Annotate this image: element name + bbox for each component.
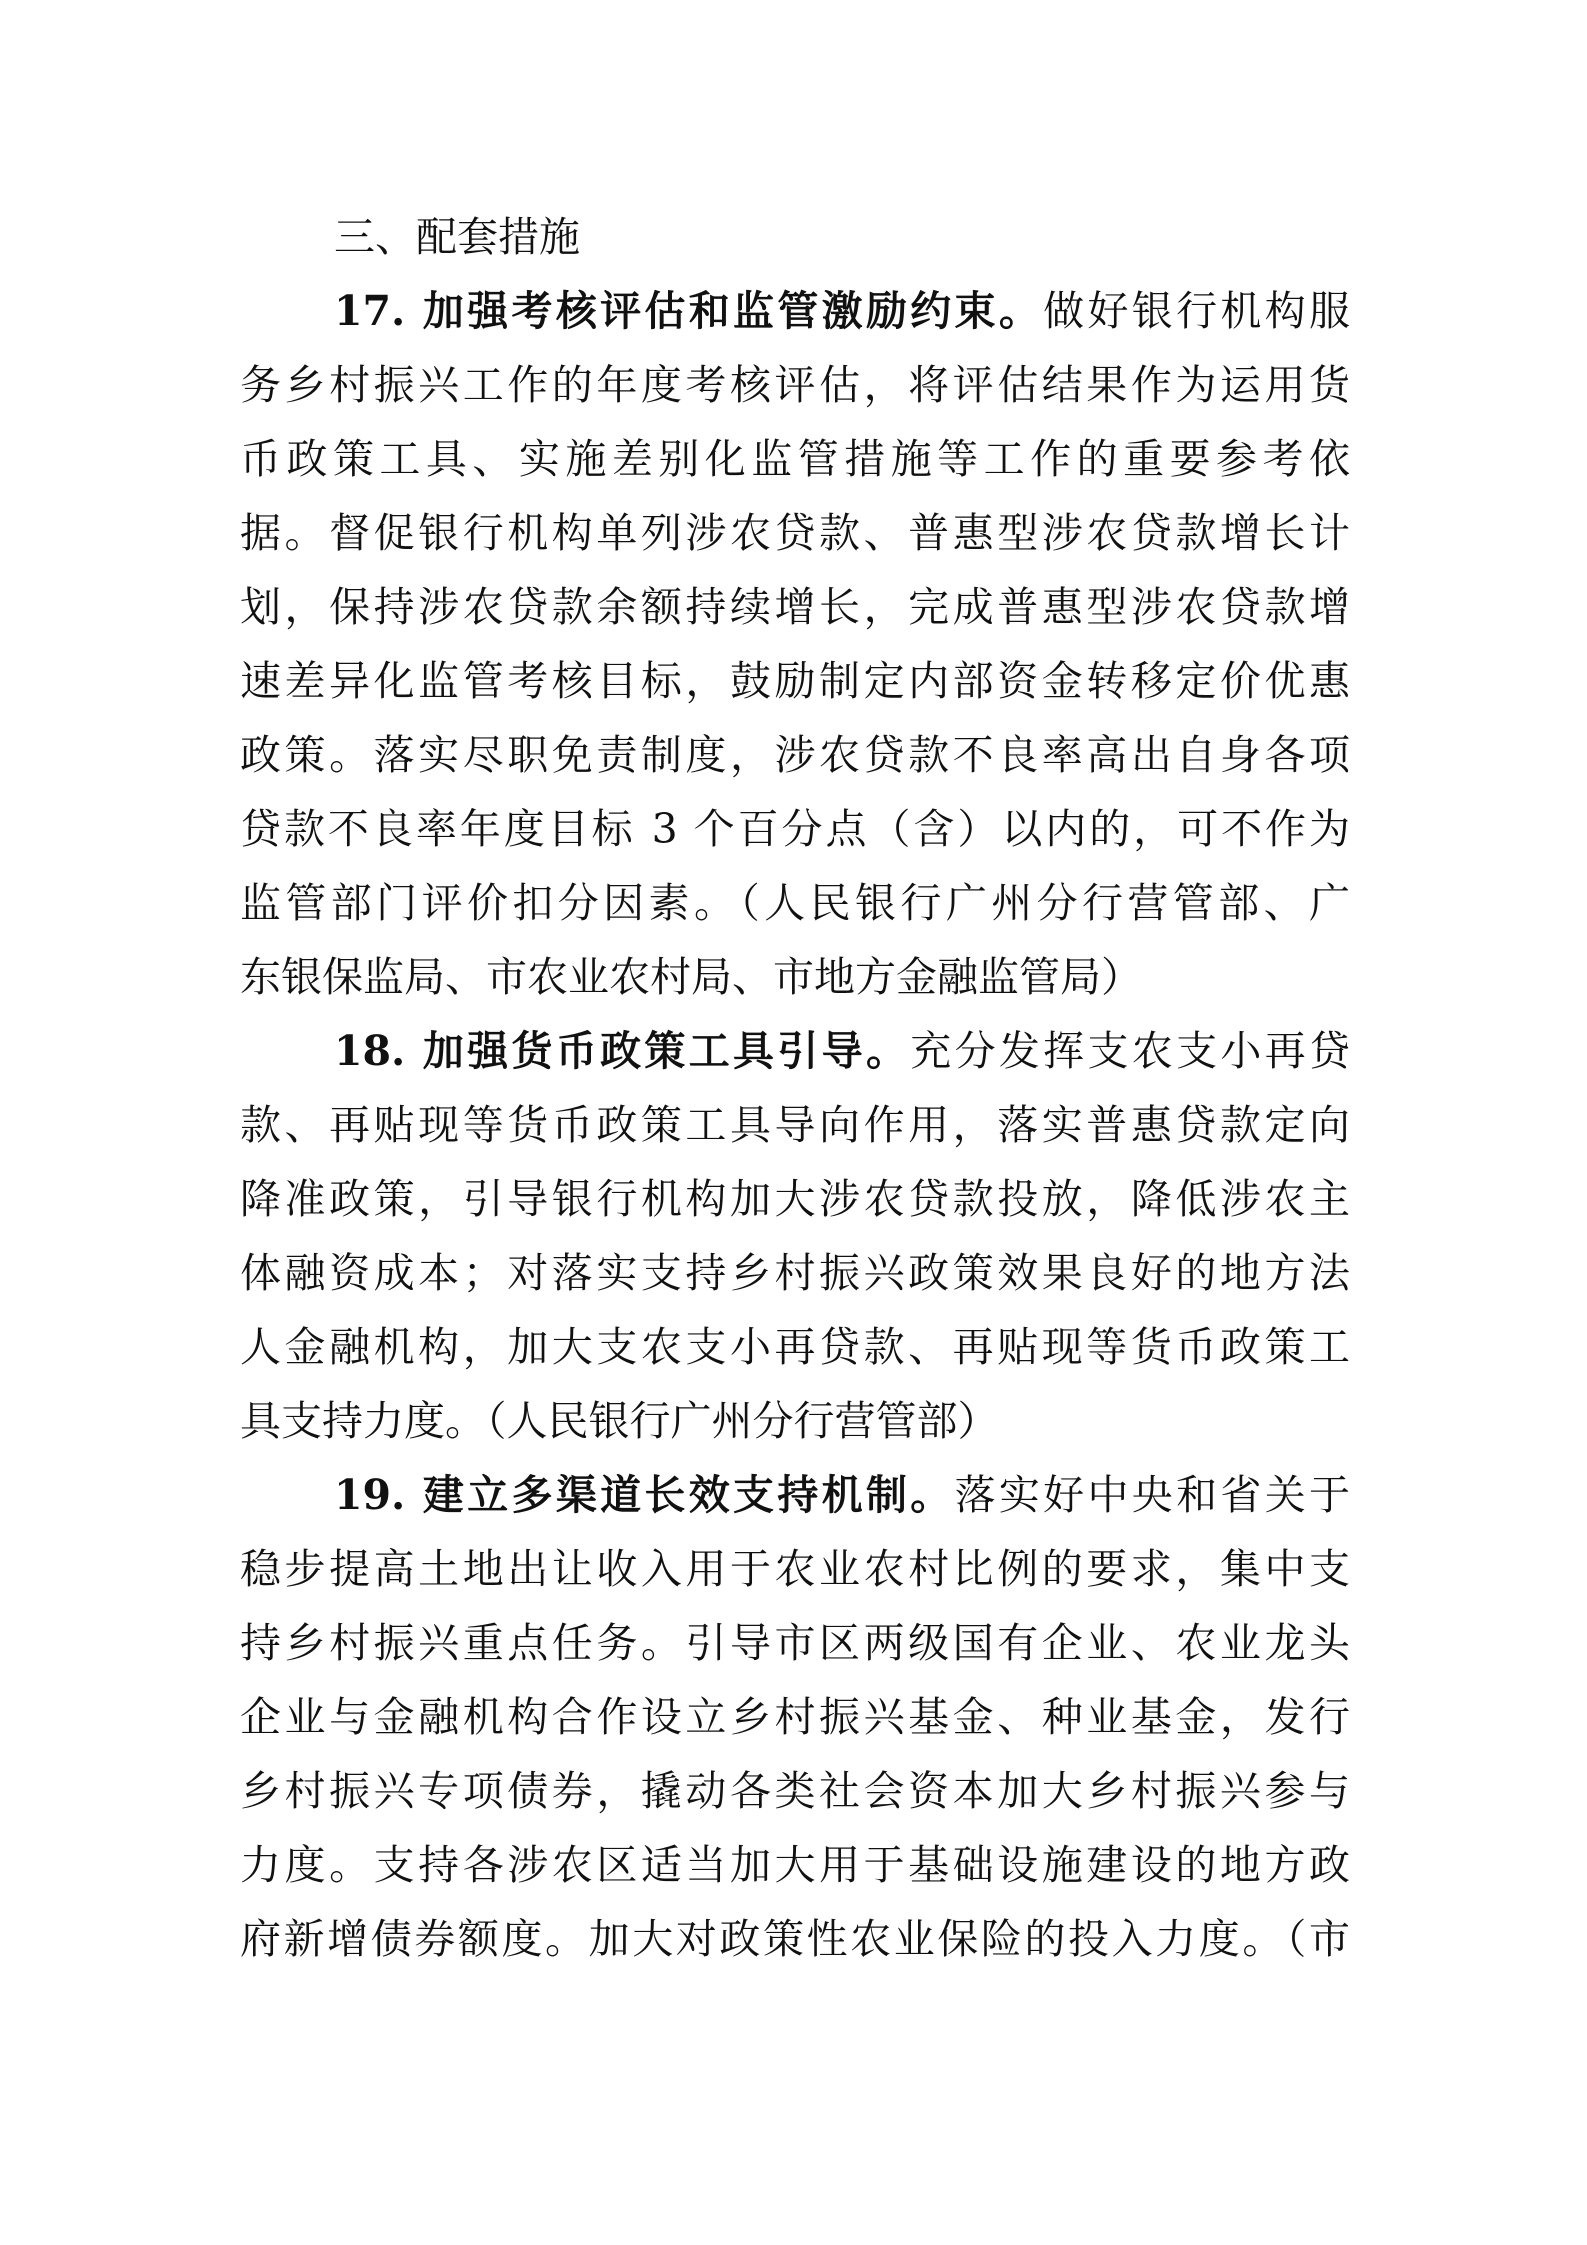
paragraph-lead-bold: 18. 加强货币政策工具引导。: [334, 1027, 911, 1075]
paragraph-first-line: [240, 1458, 1350, 1532]
paragraph-line: 稳步提高土地出让收入用于农业农村比例的要求，集中支: [240, 1545, 1350, 1593]
paragraph-lead-bold: 17. 加强考核评估和监管激励约束。: [334, 287, 1044, 335]
paragraph-line: 划，保持涉农贷款余额持续增长，完成普惠型涉农贷款增: [240, 583, 1350, 631]
paragraph-line: 具支持力度。（人民银行广州分行营管部）: [240, 1397, 999, 1445]
paragraph-first-line-text: 做好银行机构服: [1043, 287, 1350, 335]
paragraph-line: 务乡村振兴工作的年度考核评估，将评估结果作为运用货: [240, 361, 1350, 409]
paragraph-first-line: [240, 274, 1350, 348]
paragraph-line: 东银保监局、市农业农村局、市地方金融监管局）: [240, 953, 1142, 1001]
paragraph-line: 府新增债券额度。加大对政策性农业保险的投入力度。（市: [240, 1915, 1350, 1963]
paragraph-19: [240, 1458, 1350, 1976]
paragraph-line: 人金融机构，加大支农支小再贷款、再贴现等货币政策工: [240, 1323, 1350, 1371]
paragraph-line: 款、再贴现等货币政策工具导向作用，落实普惠贷款定向: [240, 1101, 1350, 1149]
paragraph-line: 体融资成本；对落实支持乡村振兴政策效果良好的地方法: [240, 1249, 1350, 1297]
document-page: [240, 200, 1350, 1976]
paragraph-line: 降准政策，引导银行机构加大涉农贷款投放，降低涉农主: [240, 1175, 1350, 1223]
paragraph-line: 乡村振兴专项债券，撬动各类社会资本加大乡村振兴参与: [240, 1767, 1350, 1815]
paragraph-first-line-text: 充分发挥支农支小再贷: [910, 1027, 1351, 1075]
paragraph-first-line: [240, 1014, 1350, 1088]
paragraph-line: 力度。支持各涉农区适当加大用于基础设施建设的地方政: [240, 1841, 1350, 1889]
paragraph-lead-bold: 19. 建立多渠道长效支持机制。: [334, 1471, 955, 1519]
paragraph-18: [240, 1014, 1350, 1458]
paragraph-line: 政策。落实尽职免责制度，涉农贷款不良率高出自身各项: [240, 731, 1350, 779]
section-heading: 三、配套措施: [334, 213, 580, 261]
paragraph-line: 速差异化监管考核目标，鼓励制定内部资金转移定价优惠: [240, 657, 1350, 705]
paragraph-line: 贷款不良率年度目标 3 个百分点（含）以内的，可不作为: [240, 805, 1350, 853]
paragraph-line: 持乡村振兴重点任务。引导市区两级国有企业、农业龙头: [240, 1619, 1350, 1667]
paragraph-17: [240, 274, 1350, 1014]
paragraph-line: 据。督促银行机构单列涉农贷款、普惠型涉农贷款增长计: [240, 509, 1350, 557]
paragraph-first-line-text: 落实好中央和省关于: [954, 1471, 1350, 1519]
paragraph-line: 企业与金融机构合作设立乡村振兴基金、种业基金，发行: [240, 1693, 1350, 1741]
paragraph-line: 币政策工具、实施差别化监管措施等工作的重要参考依: [240, 435, 1350, 483]
paragraph-line: 监管部门评价扣分因素。（人民银行广州分行营管部、广: [240, 879, 1350, 927]
